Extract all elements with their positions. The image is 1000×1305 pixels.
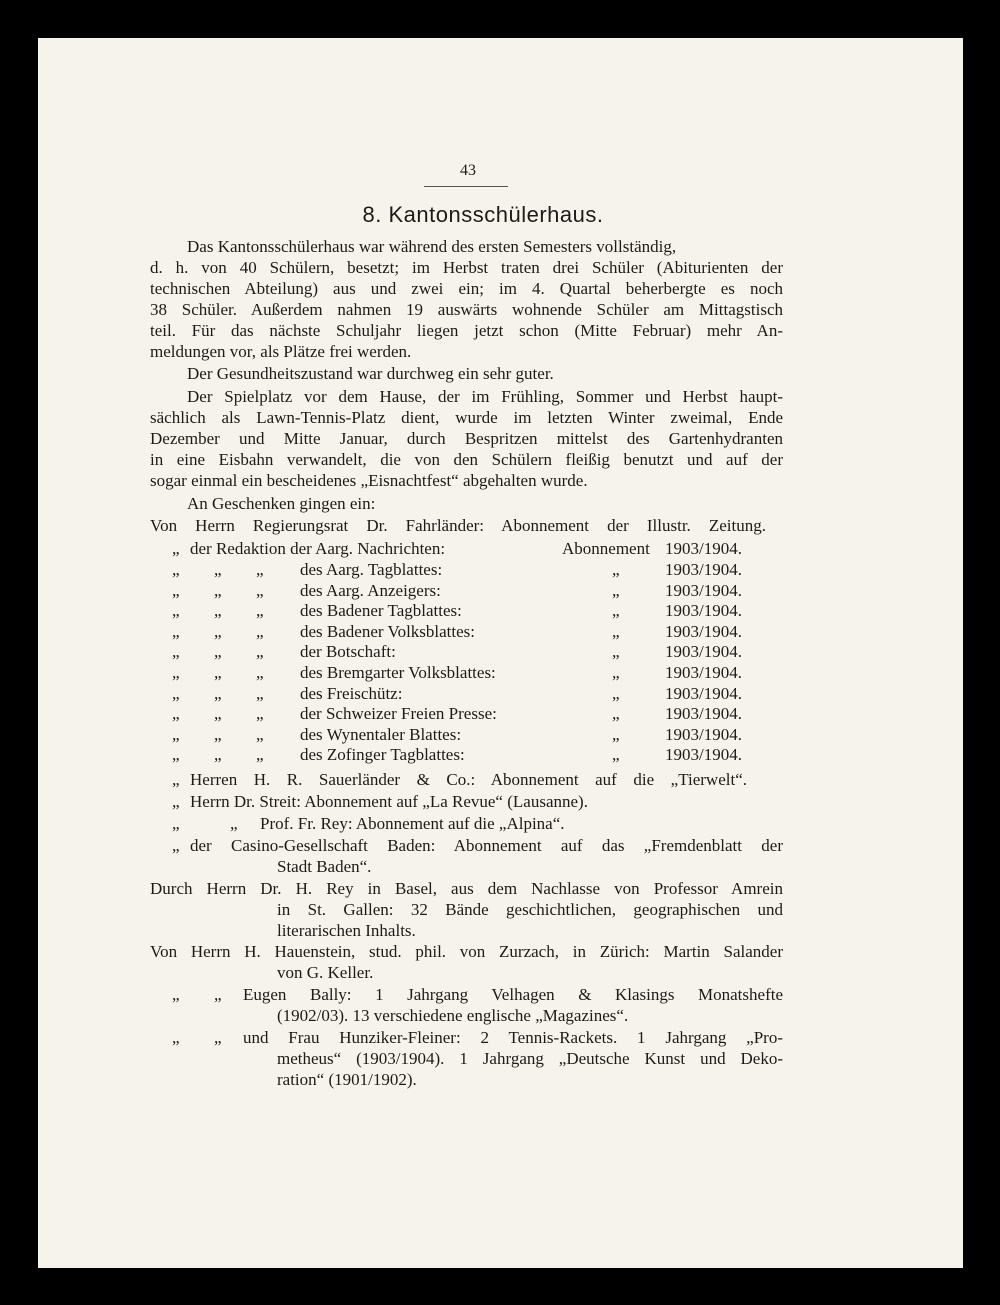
newspaper-name: der Schweizer Freien Presse: <box>300 704 497 723</box>
gift-line: Durch Herrn Dr. H. Rey in Basel, aus dem Nachlasse von Professor Amrein <box>150 879 783 898</box>
gift-line: Von Herrn Regierungsrat Dr. Fahrländer: Abonnement der Illustr. Zeitung. <box>150 516 766 535</box>
ditto-mark: „ <box>256 560 264 579</box>
ditto-mark: „ <box>214 684 222 703</box>
gift-year: 1903/1904. <box>665 684 742 703</box>
ditto-mark: „ <box>172 1028 180 1047</box>
ditto-mark: „ <box>612 581 620 600</box>
text-line: meldungen vor, als Plätze frei werden. <box>150 342 412 361</box>
ditto-mark: „ <box>612 663 620 682</box>
ditto-mark: „ <box>172 601 180 620</box>
text-line: sächlich als Lawn-Tennis-Platz dient, wurde im letzten Winter zweimal, Ende <box>150 408 783 427</box>
ditto-mark: „ <box>256 684 264 703</box>
text-line: An Geschenken gingen ein: <box>187 494 376 513</box>
text-line: Dezember und Mitte Januar, durch Bespritzen mittelst des Gartenhydranten <box>150 429 783 448</box>
gift-line: von G. Keller. <box>277 963 374 982</box>
ditto-mark: „ <box>612 745 620 764</box>
ditto-mark: „ <box>612 560 620 579</box>
gift-line: Eugen Bally: 1 Jahrgang Velhagen & Klasings Monatshefte <box>243 985 783 1004</box>
line-text: Das Kantonsschülerhaus war während des ersten Semesters vollständig, <box>187 237 677 256</box>
ditto-mark: „ <box>214 704 222 723</box>
ditto-mark: „ <box>612 622 620 641</box>
ditto-mark: „ <box>612 704 620 723</box>
ditto-mark: „ <box>172 814 180 833</box>
text-line: in eine Eisbahn verwandelt, die von den Schülern fleißig benutzt und auf der <box>150 450 783 469</box>
newspaper-name: des Zofinger Tagblattes: <box>300 745 465 764</box>
gift-year: 1903/1904. <box>665 642 742 661</box>
gift-line: Prof. Fr. Rey: Abonnement auf die „Alpina“. <box>260 814 565 833</box>
ditto-mark: „ <box>256 663 264 682</box>
newspaper-name: des Wynentaler Blattes: <box>300 725 462 744</box>
gift-year: 1903/1904. <box>665 663 742 682</box>
ditto-mark: „ <box>172 985 180 1004</box>
gift-year: 1903/1904. <box>665 704 742 723</box>
gift-year: 1903/1904. <box>665 745 742 764</box>
text-line: Der Spielplatz vor dem Hause, der im Frühling, Sommer und Herbst haupt- <box>187 387 783 406</box>
ditto-mark: „ <box>172 581 180 600</box>
ditto-mark: „ <box>256 581 264 600</box>
ditto-mark: „ <box>256 745 264 764</box>
ditto-mark: „ <box>256 642 264 661</box>
text-line: d. h. von 40 Schülern, besetzt; im Herbst traten drei Schüler (Abiturienten der <box>150 258 783 277</box>
ditto-mark: „ <box>172 539 180 558</box>
newspaper-name: des Bremgarter Volksblattes: <box>300 663 496 682</box>
gift-line: und Frau Hunziker-Fleiner: 2 Tennis-Rackets. 1 Jahrgang „Pro- <box>243 1028 783 1047</box>
ditto-mark: „ <box>172 622 180 641</box>
ditto-mark: „ <box>172 725 180 744</box>
section-title: 8. Kantonsschülerhaus. <box>362 202 604 227</box>
text-line: 38 Schüler. Außerdem nahmen 19 auswärts wohnende Schüler am Mittagstisch <box>150 300 783 319</box>
text-line <box>187 237 783 257</box>
ditto-mark: „ <box>214 725 222 744</box>
newspaper-name: des Badener Tagblattes: <box>300 601 462 620</box>
ditto-mark: „ <box>612 725 620 744</box>
gift-line: Stadt Baden“. <box>277 857 372 876</box>
ditto-mark: „ <box>214 1028 222 1047</box>
gift-line: literarischen Inhalts. <box>277 921 416 940</box>
ditto-mark: „ <box>172 663 180 682</box>
ditto-mark: „ <box>612 601 620 620</box>
text-line: sogar einmal ein bescheidenes „Eisnachtfest“ abgehalten wurde. <box>150 471 588 490</box>
ditto-mark: „ <box>214 745 222 764</box>
ditto-mark: „ <box>256 704 264 723</box>
gift-line: in St. Gallen: 32 Bände geschichtlichen, geographischen und <box>277 900 783 919</box>
ditto-mark: „ <box>256 622 264 641</box>
ditto-mark: „ <box>172 684 180 703</box>
gift-year: 1903/1904. <box>665 725 742 744</box>
ditto-mark: „ <box>172 770 180 789</box>
gift-line: Von Herrn H. Hauenstein, stud. phil. von Zurzach, in Zürich: Martin Salander <box>150 942 783 961</box>
text-line: Der Gesundheitszustand war durchweg ein sehr guter. <box>187 364 554 383</box>
page-number-rule <box>424 186 508 187</box>
gift-label: Abonnement <box>562 539 650 558</box>
gift-year: 1903/1904. <box>665 581 742 600</box>
ditto-mark: „ <box>172 704 180 723</box>
gift-source: der Redaktion der Aarg. Nachrichten: <box>190 539 446 558</box>
ditto-mark: „ <box>172 836 180 855</box>
gift-year: 1903/1904. <box>665 622 742 641</box>
ditto-mark: „ <box>214 560 222 579</box>
newspaper-name: des Freischütz: <box>300 684 403 703</box>
gift-line: der Casino-Gesellschaft Baden: Abonnement auf das „Fremdenblatt der <box>190 836 783 855</box>
newspaper-name: der Botschaft: <box>300 642 396 661</box>
ditto-mark: „ <box>214 985 222 1004</box>
text-line: technischen Abteilung) aus und zwei ein; im 4. Quartal beherbergte es noch <box>150 279 783 298</box>
newspaper-name: des Aarg. Tagblattes: <box>300 560 443 579</box>
ditto-mark: „ <box>172 792 180 811</box>
ditto-mark: „ <box>214 663 222 682</box>
ditto-mark: „ <box>214 601 222 620</box>
gift-line: Herrn Dr. Streit: Abonnement auf „La Revue“ (Lausanne). <box>190 792 588 811</box>
ditto-mark: „ <box>612 642 620 661</box>
ditto-mark: „ <box>172 560 180 579</box>
gift-line: ration“ (1901/1902). <box>277 1070 417 1089</box>
gift-line: Herren H. R. Sauerländer & Co.: Abonnement auf die „Tierwelt“. <box>190 770 747 789</box>
gift-year: 1903/1904. <box>665 601 742 620</box>
ditto-mark: „ <box>172 642 180 661</box>
gift-line: (1902/03). 13 verschiedene englische „Magazines“. <box>277 1006 629 1025</box>
ditto-mark: „ <box>612 684 620 703</box>
ditto-mark: „ <box>214 622 222 641</box>
gift-year: 1903/1904. <box>665 539 742 558</box>
gift-year: 1903/1904. <box>665 560 742 579</box>
page-number: 43 <box>460 162 476 179</box>
newspaper-name: des Badener Volksblattes: <box>300 622 476 641</box>
text-line: teil. Für das nächste Schuljahr liegen jetzt schon (Mitte Februar) mehr An- <box>150 321 783 340</box>
ditto-mark: „ <box>230 814 238 833</box>
ditto-mark: „ <box>256 601 264 620</box>
ditto-mark: „ <box>214 642 222 661</box>
ditto-mark: „ <box>172 745 180 764</box>
gift-line: metheus“ (1903/1904). 1 Jahrgang „Deutsche Kunst und Deko- <box>277 1049 783 1068</box>
newspaper-name: des Aarg. Anzeigers: <box>300 581 441 600</box>
ditto-mark: „ <box>214 581 222 600</box>
ditto-mark: „ <box>256 725 264 744</box>
